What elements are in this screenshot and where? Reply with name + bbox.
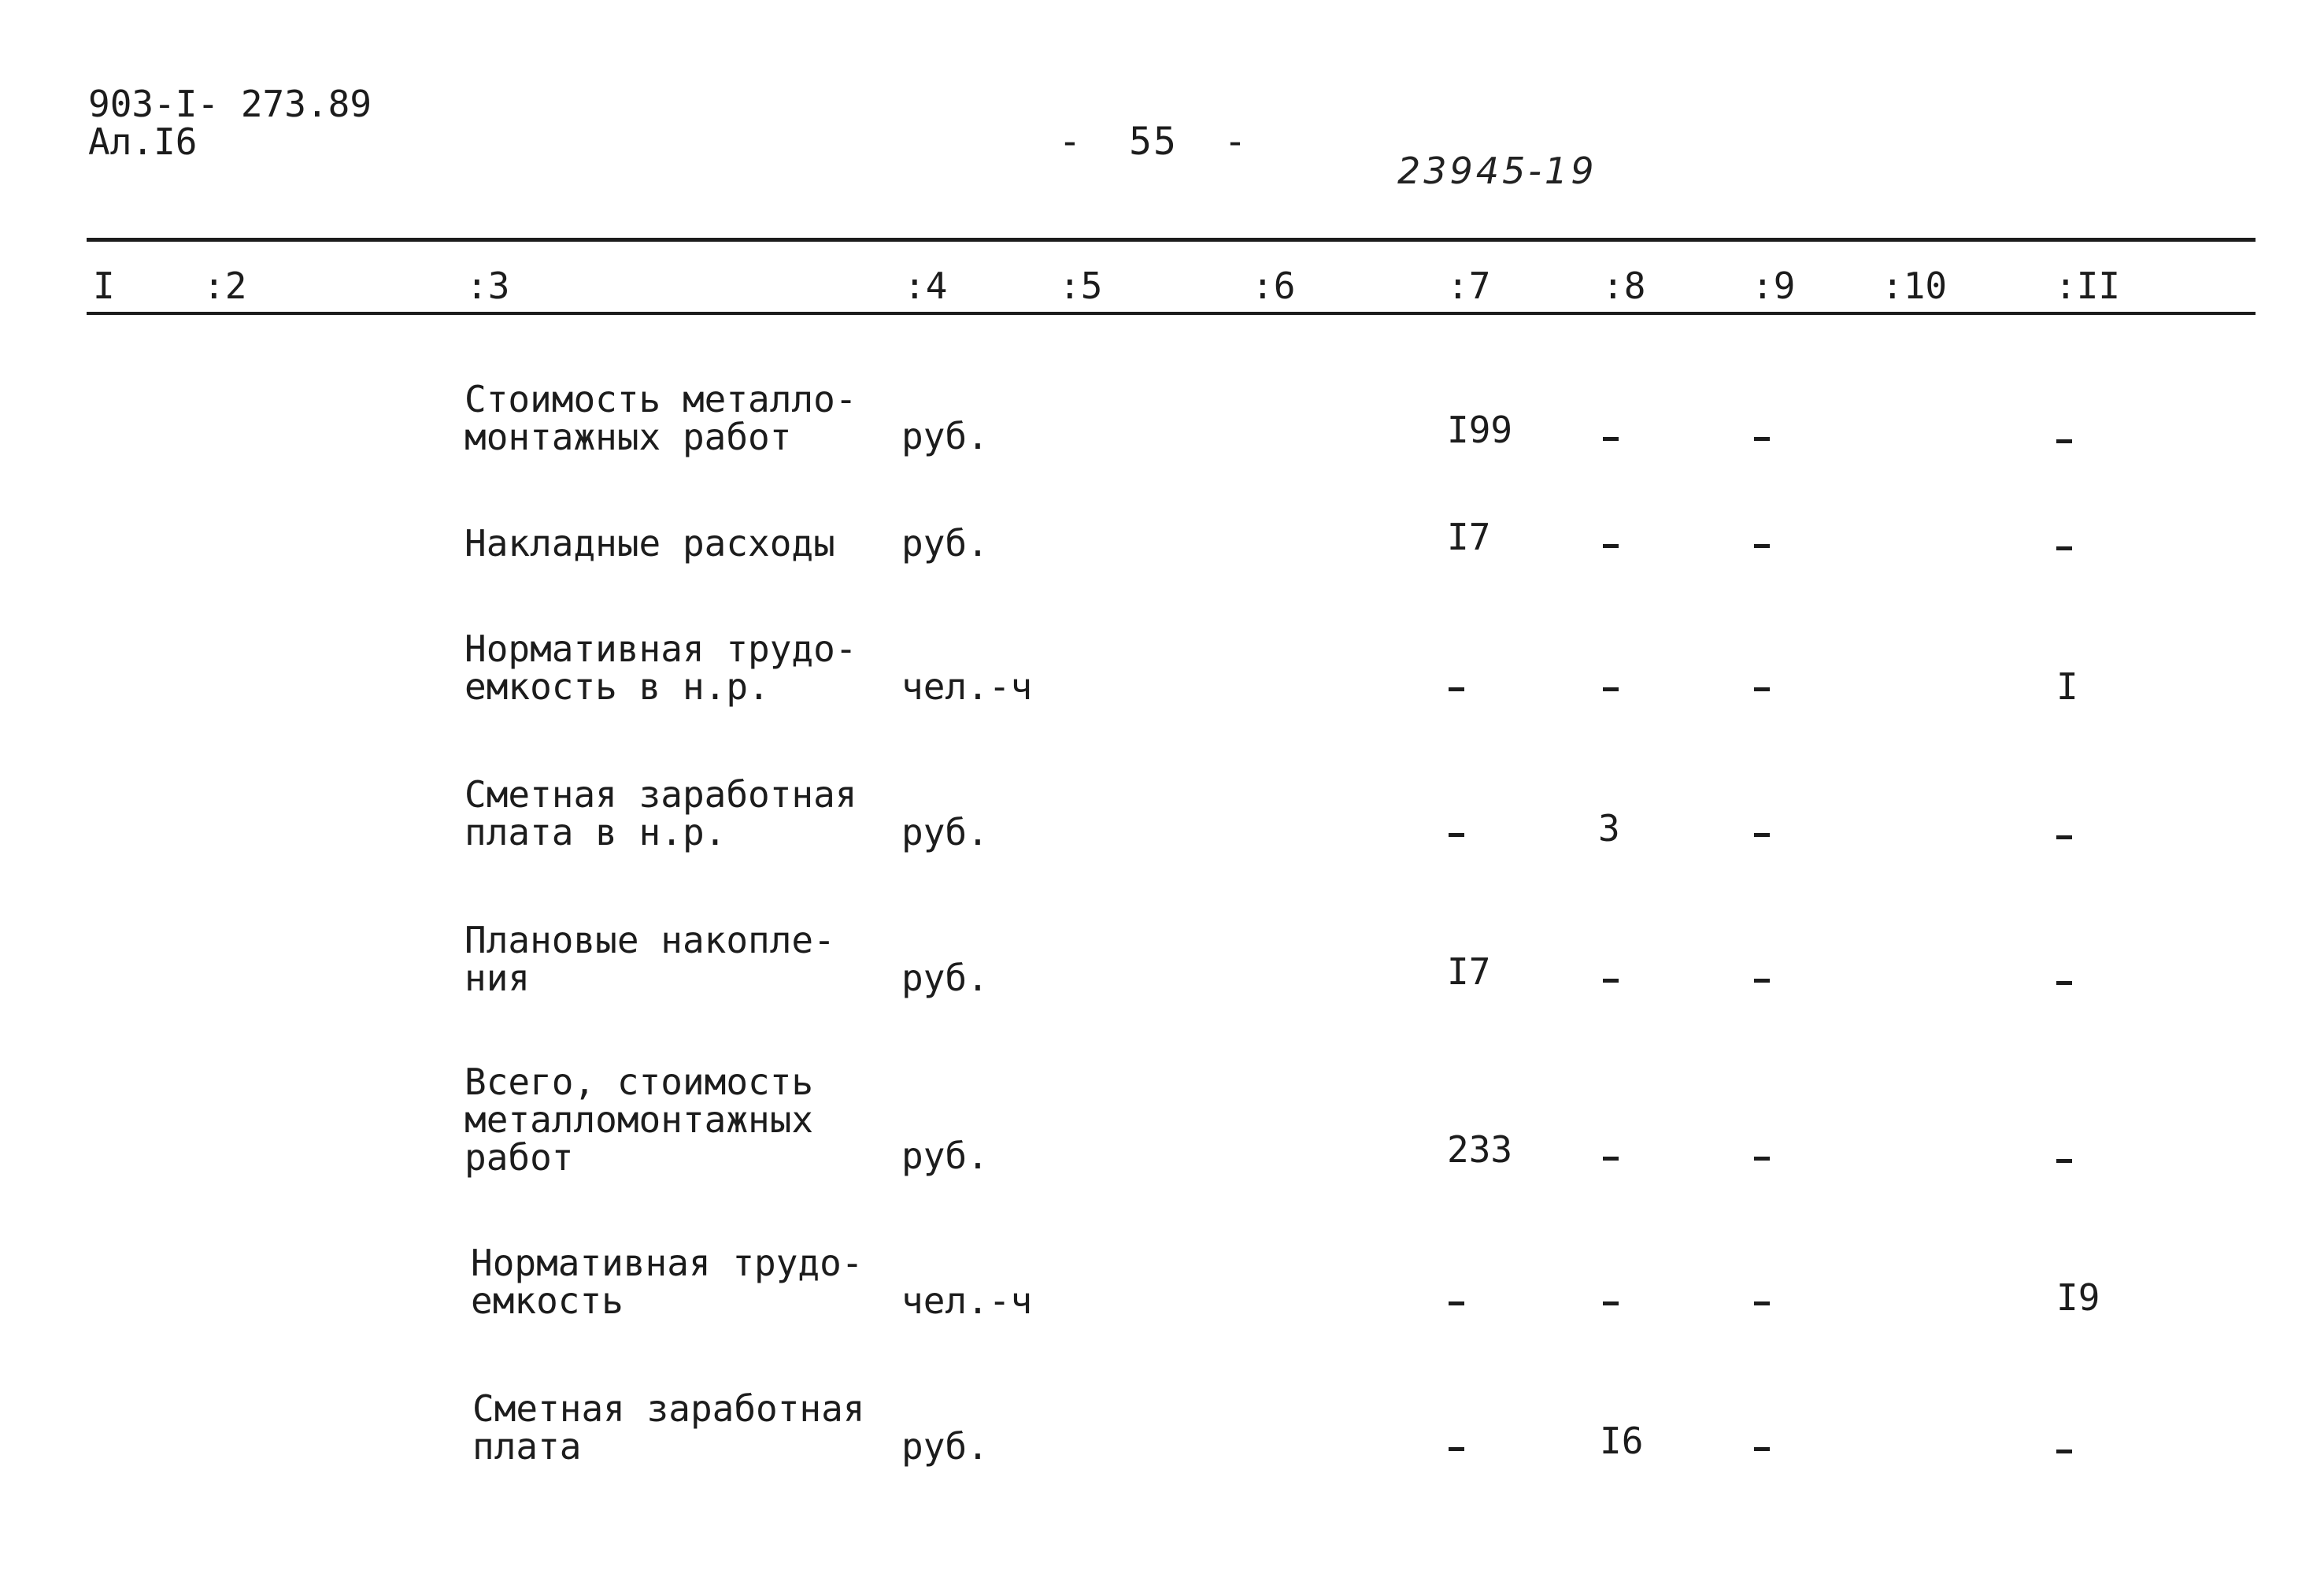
document-code	[88, 85, 372, 161]
table-row-2-name-line1: Накладные расходы	[464, 522, 835, 565]
table-row-6-col8-dash	[1603, 1157, 1619, 1161]
table-row-3-name	[464, 628, 857, 708]
table-row-3-col11: I	[2056, 665, 2078, 708]
table-row-5-name	[464, 921, 835, 997]
table-row-1-col8-dash	[1603, 437, 1619, 441]
page-number-block	[1047, 120, 1260, 164]
table-row-1-col7: I99	[1447, 409, 1513, 451]
table-row-8-col11-dash	[2056, 1450, 2072, 1453]
table-row-6-name-line2: металломонтажных	[464, 1098, 814, 1141]
column-header-5: :5	[1059, 265, 1103, 307]
table-row-7-col8-dash	[1603, 1301, 1619, 1305]
table-row-2-name	[464, 522, 835, 565]
table-row-6-name	[464, 1061, 814, 1179]
table-row-4-name	[464, 773, 857, 853]
table-row-4-unit: руб.	[901, 811, 989, 853]
table-row-7-name	[471, 1244, 864, 1320]
table-row-6-col9-dash	[1754, 1157, 1770, 1161]
table-row-5-col8-dash	[1603, 979, 1619, 983]
document-code-line2: Ал.I6	[88, 120, 198, 163]
table-row-1-name	[464, 380, 857, 456]
document-code-line1: 903-I- 273.89	[88, 83, 372, 125]
table-row-8-unit: руб.	[901, 1425, 989, 1468]
table-row-7-name-line2: емкость	[471, 1279, 624, 1322]
table-row-4-col9-dash	[1754, 833, 1770, 837]
table-row-3-name-line1: Нормативная трудо-	[464, 628, 857, 670]
table-row-6-unit: руб.	[901, 1135, 989, 1177]
table-row-4-col11-dash	[2056, 835, 2072, 839]
table-row-5-col7: I7	[1447, 950, 1491, 993]
table-row-3-col8-dash	[1603, 687, 1619, 691]
table-row-8-col9-dash	[1754, 1447, 1770, 1451]
handwritten-number: 23945-19	[1397, 150, 1597, 192]
table-row-7-col7-dash	[1449, 1301, 1464, 1305]
column-header-1: I	[93, 265, 115, 307]
table-row-2-col11-dash	[2056, 546, 2072, 550]
table-row-1-name-line1: Стоимость металло-	[464, 378, 857, 420]
table-row-7-unit: чел.-ч	[901, 1279, 1033, 1322]
table-row-2-col9-dash	[1754, 544, 1770, 548]
table-row-2-col7: I7	[1447, 516, 1491, 558]
table-row-4-name-line2: плата в н.р.	[464, 811, 727, 853]
table-row-3-unit: чел.-ч	[901, 665, 1033, 708]
table-row-4-col7-dash	[1449, 833, 1464, 837]
column-header-8: :8	[1602, 265, 1646, 307]
table-row-6-name-line1: Всего, стоимость	[464, 1061, 814, 1103]
column-header-4: :4	[904, 265, 948, 307]
table-row-6-name-line3: работ	[464, 1136, 574, 1179]
table-row-1-col9-dash	[1754, 437, 1770, 441]
table-row-1-col11-dash	[2056, 439, 2072, 443]
table-row-1-unit: руб.	[901, 415, 989, 457]
table-row-2-col8-dash	[1603, 544, 1619, 548]
column-header-3: :3	[466, 265, 510, 307]
table-row-5-name-line1: Плановые накопле-	[464, 919, 835, 961]
table-row-5-name-line2: ния	[464, 957, 531, 999]
table-row-5-col9-dash	[1754, 979, 1770, 983]
table-row-8-col7-dash	[1449, 1447, 1464, 1451]
table-row-5-unit: руб.	[901, 957, 989, 999]
table-row-7-col11: I9	[2056, 1276, 2100, 1319]
table-row-5-col11-dash	[2056, 981, 2072, 985]
column-header-2: :2	[203, 265, 247, 307]
page-number: 55	[1129, 120, 1178, 164]
table-top-rule	[87, 238, 2256, 242]
table-row-4-col8: 3	[1598, 807, 1620, 850]
table-row-8-name-line1: Сметная заработная	[472, 1387, 865, 1430]
column-header-10: :10	[1882, 265, 1948, 307]
table-row-7-name-line1: Нормативная трудо-	[471, 1242, 864, 1284]
table-row-8-name-line2: плата	[472, 1425, 582, 1468]
table-row-6-col11-dash	[2056, 1159, 2072, 1163]
page-number-dash-left: -	[1058, 120, 1083, 164]
table-row-8-name	[472, 1387, 865, 1468]
table-row-6-col7: 233	[1447, 1128, 1513, 1171]
column-header-11: :II	[2055, 265, 2121, 307]
page-number-dash-right: -	[1223, 120, 1249, 164]
table-row-1-name-line2: монтажных работ	[464, 416, 792, 458]
table-row-2-unit: руб.	[901, 522, 989, 565]
table-header-rule	[87, 312, 2256, 315]
table-row-4-name-line1: Сметная заработная	[464, 773, 857, 816]
table-row-3-col7-dash	[1449, 687, 1464, 691]
column-header-7: :7	[1447, 265, 1491, 307]
table-row-3-name-line2: емкость в н.р.	[464, 665, 770, 708]
table-row-8-col8: I6	[1600, 1420, 1644, 1462]
table-row-7-col9-dash	[1754, 1301, 1770, 1305]
column-header-9: :9	[1752, 265, 1796, 307]
column-header-6: :6	[1252, 265, 1296, 307]
table-row-3-col9-dash	[1754, 687, 1770, 691]
